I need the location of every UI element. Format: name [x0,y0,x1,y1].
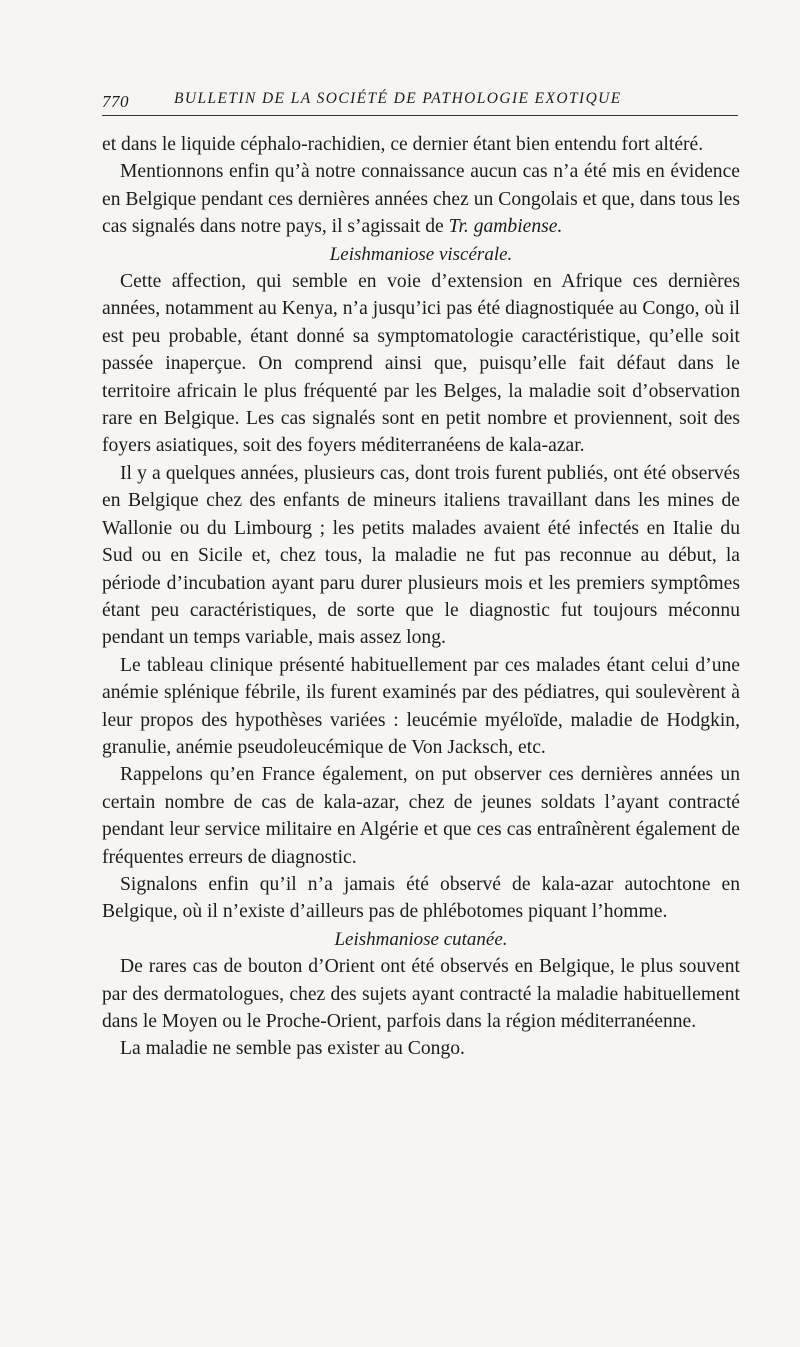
species-name: Tr. gambiense. [448,216,563,238]
paragraph-bouton-orient: De rares cas de bouton d’Orient ont été observés en Belgique, le plus souvent par des dermatologues, chez des sujets ayant contracté la maladie habituellement dans le Moyen ou le Proche-Orient, parfois dans la région méditerranéenne. [102,956,740,1032]
paragraph-france-cases: Rappelons qu’en France également, on put observer ces dernières années un certain nombre de cas de kala-azar, chez de jeunes soldats l’ayant contracté pendant leur service militaire en Algérie et que ces cas entraînèrent également de fréquentes erreurs de diagnostic. [102,764,740,868]
paragraph-clinical-picture: Le tableau clinique présenté habituellement par ces malades étant celui d’une anémie splénique fébrile, ils furent examinés par des pédiatres, qui soulevèrent à leur propos des hypothèses variées : leucémie myéloïde, maladie de Hodgkin, granulie, anémie pseudoleucémique de Von Jacksch, etc. [102,654,740,758]
paragraph-belgium-trypanosomiasis [102,158,740,240]
section-heading-visceral: Leishmaniose viscérale. [329,243,513,265]
header-rule [102,115,738,116]
running-title: BULLETIN DE LA SOCIÉTÉ DE PATHOLOGIE EXOTIQUE [174,90,622,107]
body-text [102,131,740,1063]
page-header [102,86,738,114]
page-number: 770 [102,92,129,111]
paragraph-no-autochthonous: Signalons enfin qu’il n’a jamais été observé de kala-azar autochtone en Belgique, où il n’existe d’ailleurs pas de phlébotomes piquant l’homme. [102,873,740,923]
paragraph-visceral-intro: Cette affection, qui semble en voie d’extension en Afrique ces dernières années, notamment au Kenya, n’a jusqu’ici pas été diagnostiquée au Congo, où il est peu probable, étant donné sa symptomatologie caractéristique, qu’elle soit passée inaperçue. On comprend ainsi que, puisqu’elle fait défaut dans le territoire africain le plus fréquenté par les Belges, la maladie soit d’observation rare en Belgique. Les cas signalés sont en petit nombre et proviennent, soit des foyers asiatiques, soit des foyers méditerranéens de kala-azar. [102,271,740,457]
paragraph-italian-cases: Il y a quelques années, plusieurs cas, dont trois furent publiés, ont été observés en Belgique chez des enfants de mineurs italiens travaillant dans les mines de Wallonie ou du Limbourg ; les petits malades avaient été infectés en Italie du Sud ou en Sicile et, chez tous, la maladie ne fut pas reconnue au début, la période d’incubation ayant paru durer plusieurs mois et les premiers symptômes étant peu caractéristiques, de sorte que le diagnostic fut toujours méconnu pendant un temps variable, mais assez long. [102,462,740,649]
paragraph-congo: La maladie ne semble pas exister au Congo. [120,1038,465,1060]
section-heading-cutaneous: Leishmaniose cutanée. [334,928,508,950]
paragraph-text: Mentionnons enfin qu’à notre connaissance aucun cas n’a été mis en évidence en Belgique pendant ces dernières années chez un Congolais et que, dans tous les cas signalés dans notre pays, il s’agissait de [102,161,740,238]
paragraph-continuation: et dans le liquide céphalo-rachidien, ce dernier étant bien entendu fort altéré. [102,134,704,155]
